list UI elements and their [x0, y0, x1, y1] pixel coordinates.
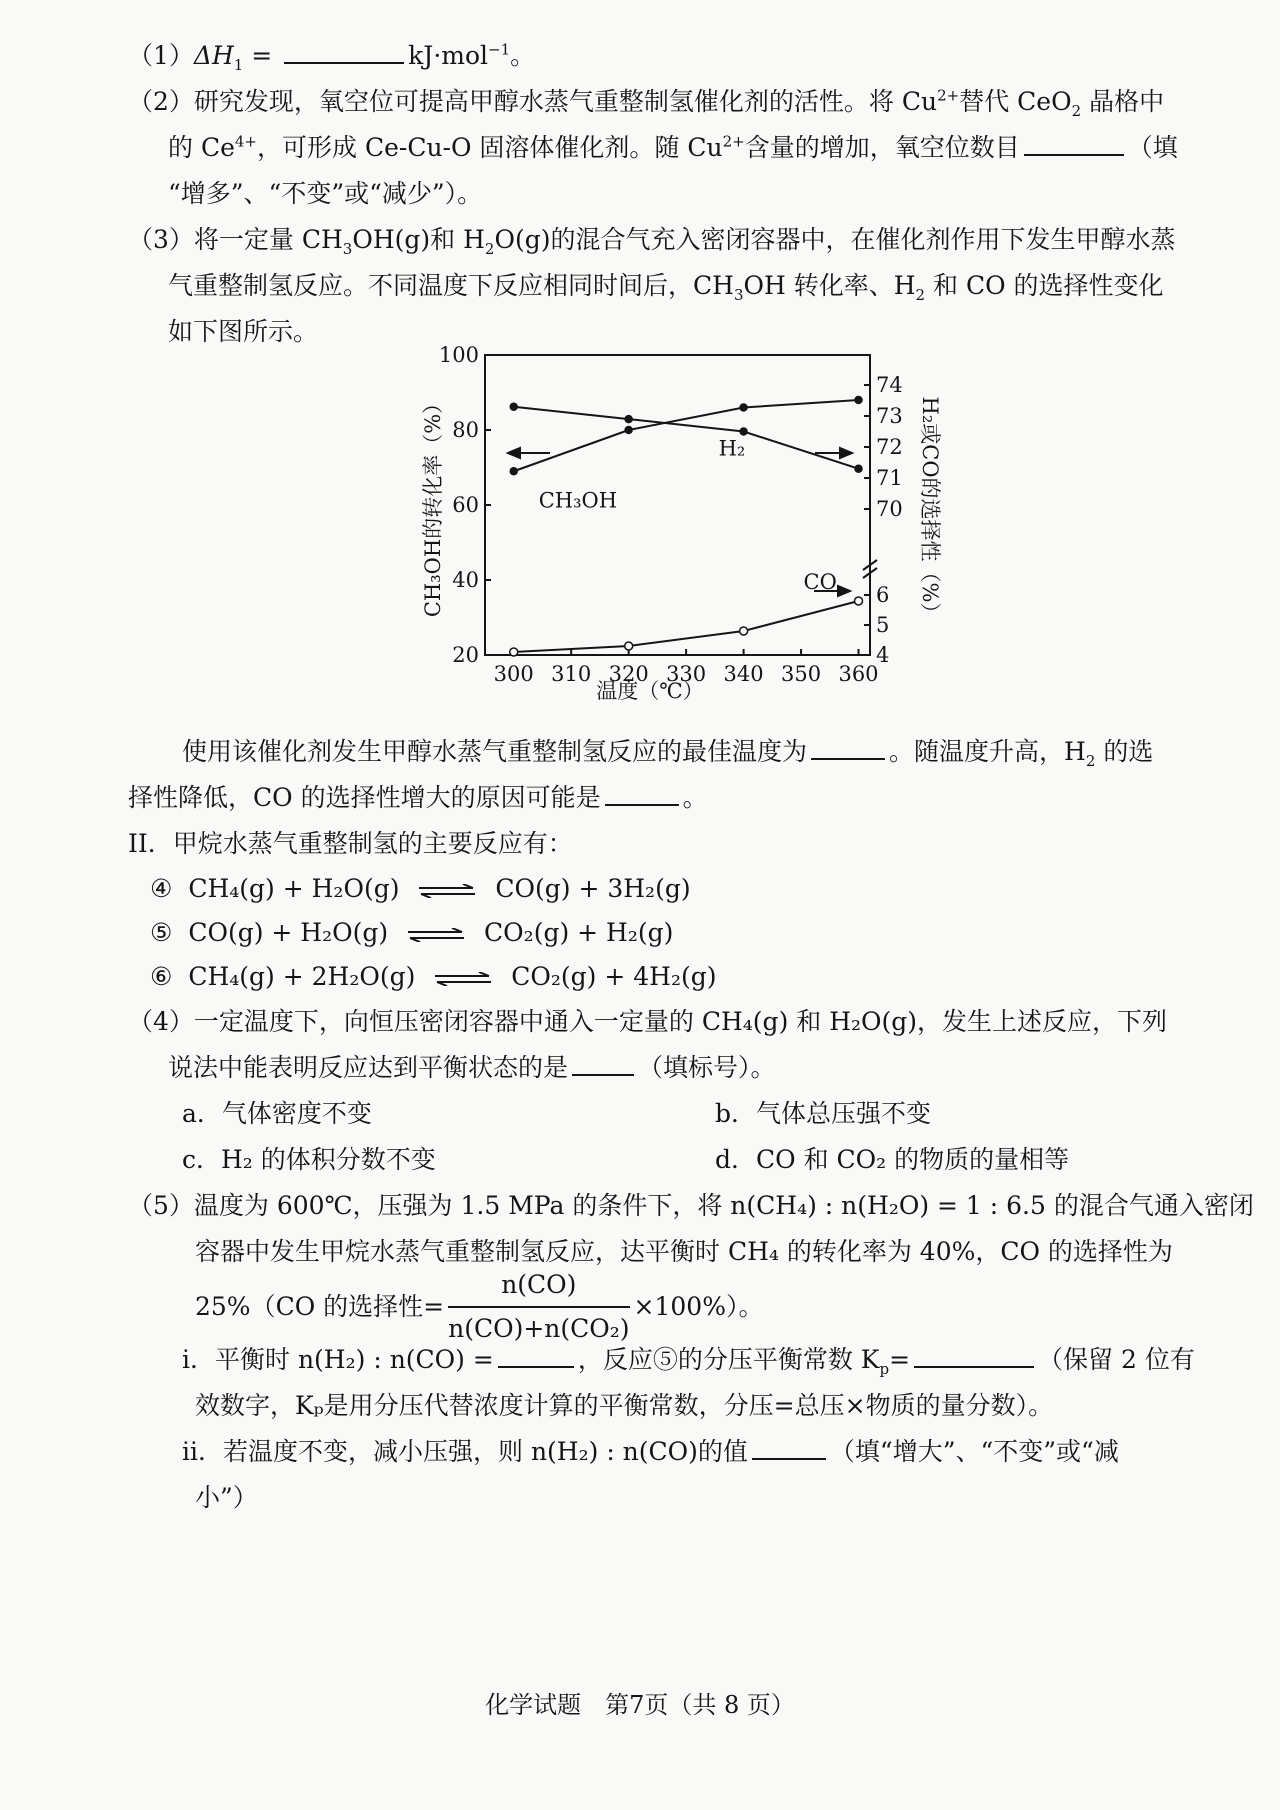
- right-upper-tick-label-71: 71: [876, 466, 903, 490]
- right-upper-tick-label-73: 73: [876, 404, 903, 428]
- question-3-answer-line-2: 择性降低，CO 的选择性增大的原因可能是 。: [128, 783, 708, 812]
- left-tick-label-20: 20: [452, 643, 479, 667]
- left-tick-label-80: 80: [452, 418, 479, 442]
- question-3-answer-line-1: 使用该催化剂发生甲醇水蒸气重整制氢反应的最佳温度为 。随温度升高，$H_2$ 的选: [182, 737, 1154, 770]
- left-tick-label-100: 100: [438, 343, 479, 367]
- question-5-line-1: （5）温度为 600℃，压强为 1.5 MPa 的条件下，将 n(CH₄) : n(H₂O) = 1 : 6.5 的混合气通入密闭: [128, 1191, 1254, 1220]
- data-point-CO-300: [510, 648, 518, 656]
- data-point-H₂-340: [740, 428, 747, 435]
- right-upper-tick-label-74: 74: [876, 373, 903, 397]
- x-tick-label-350: 350: [780, 662, 822, 686]
- part-ii-title: II．甲烷水蒸气重整制氢的主要反应有：: [128, 829, 573, 858]
- line-chart: [400, 340, 960, 710]
- answer-blank-4[interactable]: [572, 1052, 634, 1076]
- question-3-line-1: （3）将一定量 $CH_3OH(g)$和 $H_2O(g)$的混合气充入密闭容器中，在催化剂作用下发生甲醇水蒸: [128, 225, 1176, 258]
- answer-blank-5ii[interactable]: [752, 1436, 826, 1460]
- question-4-line-1: （4）一定温度下，向恒压密闭容器中通入一定量的 CH₄(g) 和 H₂O(g)，发生上述反应，下列: [128, 1007, 1168, 1036]
- data-point-CH₃OH-320: [625, 427, 632, 434]
- data-point-CH₃OH-360: [855, 397, 862, 404]
- series-label-CH₃OH: CH₃OH: [538, 488, 618, 513]
- option-a[interactable]: a．气体密度不变: [182, 1099, 372, 1128]
- equilibrium-arrow-icon: [419, 884, 475, 898]
- answer-blank-5i-ratio[interactable]: [498, 1344, 574, 1368]
- series-line-CO: [514, 601, 859, 652]
- right-upper-tick-label-70: 70: [876, 497, 903, 521]
- question-1: $(1)\Delta H_1 = kJ\cdot mol^{-1}$。: [128, 40, 536, 74]
- series-line-CH₃OH: [514, 400, 859, 471]
- y-axis-right-label: H₂或CO的选择性（%）: [918, 396, 942, 624]
- answer-blank-3a[interactable]: [811, 736, 885, 760]
- y-axis-left-label: CH₃OH的转化率（%）: [421, 392, 445, 618]
- data-point-CO-320: [625, 642, 633, 650]
- left-tick-label-60: 60: [452, 493, 479, 517]
- reaction-6: ⑥ CH₄(g) + 2H₂O(g) CO₂(g) + 4H₂(g): [150, 962, 717, 991]
- page-footer: 化学试题 第7页（共 8 页）: [485, 1691, 795, 1719]
- answer-blank-2[interactable]: [1024, 132, 1124, 156]
- question-3-line-3: 如下图所示。: [168, 317, 319, 346]
- option-b[interactable]: b．气体总压强不变: [715, 1099, 932, 1128]
- series-label-CO: CO: [803, 570, 837, 594]
- data-point-CH₃OH-300: [510, 468, 517, 475]
- question-5-ii-line-2: 小”）: [195, 1483, 258, 1512]
- data-point-CO-340: [740, 627, 748, 635]
- x-tick-label-340: 340: [723, 662, 764, 686]
- question-5-ii-line-1: ⅱ．若温度不变，减小压强，则 n(H₂) : n(CO)的值 （填“增大”、“不变”或“减: [182, 1437, 1119, 1466]
- x-tick-label-330: 330: [666, 662, 707, 686]
- question-3-line-2: 气重整制氢反应。不同温度下反应相同时间后，$CH_3OH$ 转化率、$H_2$ 和 CO 的选择性变化: [168, 271, 1164, 304]
- answer-blank-5i-kp[interactable]: [914, 1344, 1034, 1368]
- arrow-ch3oh-to-left-axis: [508, 448, 550, 458]
- reaction-5: ⑤ CO(g) + H₂O(g) CO₂(g) + H₂(g): [150, 918, 674, 947]
- question-5-i-line-2: 效数字，Kₚ是用分压代替浓度计算的平衡常数，分压=总压×物质的量分数）。: [195, 1391, 1054, 1420]
- right-lower-tick-label-5: 5: [876, 613, 890, 637]
- option-d[interactable]: d．CO 和 CO₂ 的物质的量相等: [715, 1145, 1070, 1174]
- question-2-line-3: “增多”、“不变”或“减少”）。: [168, 179, 483, 208]
- right-upper-tick-label-72: 72: [876, 435, 903, 459]
- data-point-H₂-300: [510, 403, 517, 410]
- right-lower-tick-label-4: 4: [876, 643, 890, 667]
- x-tick-label-300: 300: [493, 662, 534, 686]
- series-line-H₂: [514, 407, 859, 469]
- series-label-H₂: H₂: [718, 436, 746, 461]
- question-5-line-2: 容器中发生甲烷水蒸气重整制氢反应，达平衡时 CH₄ 的转化率为 40%，CO 的选择性为: [195, 1237, 1173, 1266]
- left-tick-label-40: 40: [452, 568, 479, 592]
- answer-blank-3b[interactable]: [605, 782, 679, 806]
- data-point-H₂-360: [855, 465, 862, 472]
- selectivity-fraction: $\frac{n(CO)}{\text{n(CO)+n(CO₂)}}$: [448, 1266, 629, 1348]
- x-axis-label: 温度（℃）: [596, 679, 704, 703]
- data-point-CO-360: [855, 597, 863, 605]
- reaction-4: ④ CH₄(g) + H₂O(g) CO(g) + 3H₂(g): [150, 874, 691, 903]
- question-4-line-2: 说法中能表明反应达到平衡状态的是 （填标号）。: [168, 1053, 776, 1082]
- data-point-CH₃OH-340: [740, 404, 747, 411]
- x-tick-label-310: 310: [551, 662, 592, 686]
- right-lower-tick-label-6: 6: [876, 583, 890, 607]
- data-point-H₂-320: [625, 416, 632, 423]
- equilibrium-arrow-icon: [435, 972, 491, 986]
- question-2-line-2: 的 $Ce^{4+}$，可形成 Ce-Cu-O 固溶体催化剂。随 $Cu^{2+}$含量的增加，氧空位数目 （填: [168, 132, 1178, 162]
- question-5-line-3: 25%（CO 的选择性= $\frac{n(CO)}{\text{n(CO)+n(CO₂)}}$ ×100%）。: [195, 1266, 763, 1348]
- question-2-line-1: （2）研究发现，氧空位可提高甲醇水蒸气重整制氢催化剂的活性。将 $Cu^{2+}$替代 CeO$_2$ 晶格中: [128, 86, 1165, 120]
- x-tick-label-320: 320: [608, 662, 649, 686]
- answer-blank-1[interactable]: [284, 40, 404, 64]
- equilibrium-arrow-icon: [408, 928, 464, 942]
- option-c[interactable]: c．H₂ 的体积分数不变: [182, 1145, 436, 1174]
- x-tick-label-360: 360: [838, 662, 879, 686]
- question-5-i-line-1: ⅰ．平衡时 n(H₂) : n(CO) = ，反应⑤的分压平衡常数 $K_p=$ （保留 2 位有: [182, 1345, 1195, 1378]
